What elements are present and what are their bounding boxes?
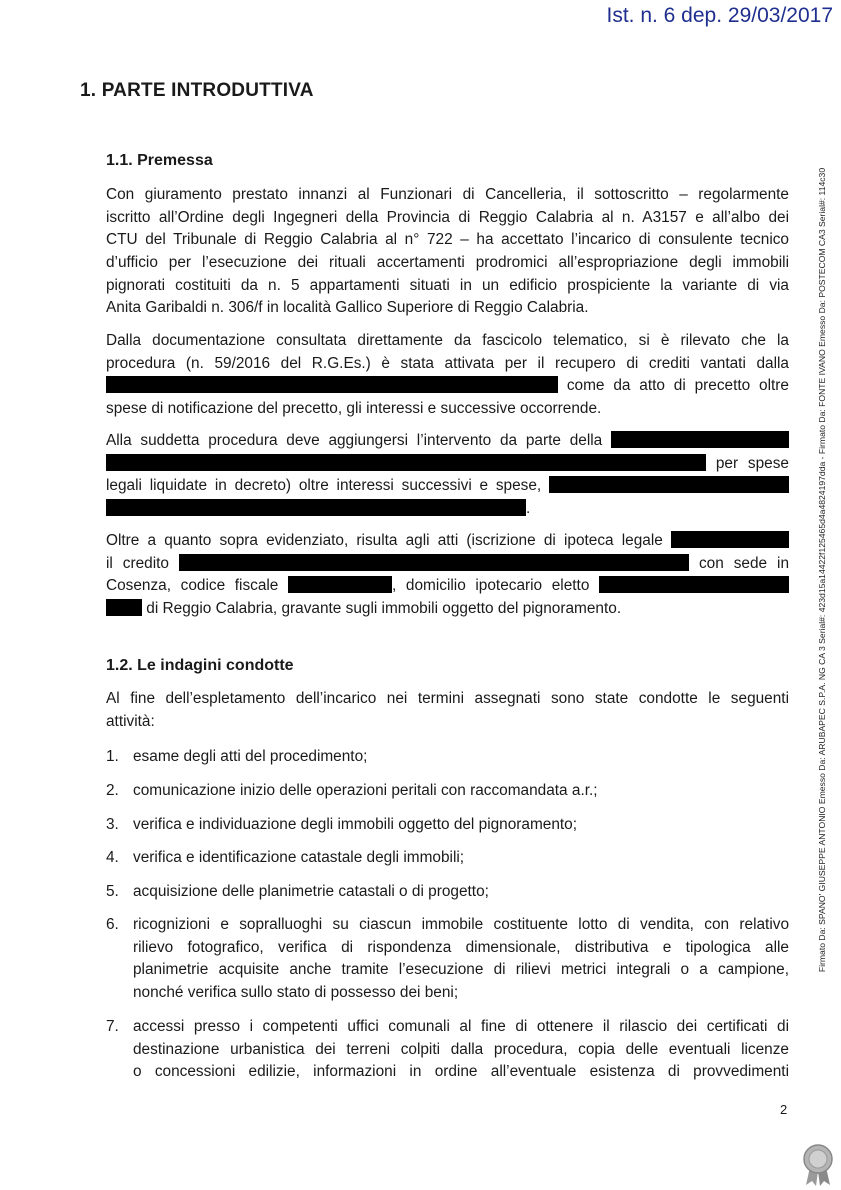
premessa-paragraph-1: Con giuramento prestato innanzi al Funzionari di Cancelleria, il sottoscritto – regolarmente iscritto all’Ordine degli Ingegneri della Provincia di Reggio Calabria al n. A3157 e all’albo dei CTU del Tribunale di Reggio Calabria al n° 722 – ha accettato l’incarico di consulente tecnico d’ufficio per l’esecuzione dei rituali accertamenti prodromici all’espropriazione degli immobili pignorati costituiti da n. 5 appartamenti situati in un edificio prospiciente la variante di via Anita Garibaldi n. 306/f in località Gallico Superiore di Reggio Calabria. [106,186,789,317]
redaction [611,431,789,448]
redaction [106,499,526,516]
section-title: 1. PARTE INTRODUTTIVA [80,80,314,101]
redaction [671,531,789,548]
deposit-stamp: Ist. n. 6 dep. 29/03/2017 [606,4,833,27]
redaction [288,576,392,593]
premessa-paragraph-4: Oltre a quanto sopra evidenziato, risulta agli atti (iscrizione di ipoteca legale il credito con sede in Cosenza, codice fiscale , domicilio ipotecario eletto di Reggio Calabria, gravante sugli immobili oggetto del pignoramento. [106,532,790,618]
indagini-intro: Al fine dell’espletamento dell’incarico nei termini assegnati sono state condotte le seguenti attività: [106,690,789,730]
premessa-paragraph-2: Dalla documentazione consultata direttamente da fascicolo telematico, si è rilevato che la procedura (n. 59/2016 del R.G.Es.) è stata attivata per il recupero di crediti vantati dalla come da atto di precetto oltre spese di notificazione del precetto, gli interessi e successive occorrende. [106,332,789,418]
redaction [549,476,789,493]
redaction [106,599,142,616]
page-number: 2 [780,1102,788,1117]
redaction [106,376,558,393]
seal-icon [800,1143,836,1187]
redaction [179,554,689,571]
redaction [106,454,706,471]
premessa-heading: 1.1. Premessa [106,152,213,169]
redaction [599,576,789,593]
indagini-heading: 1.2. Le indagini condotte [106,657,294,674]
digital-signature-text: Firmato Da: SPANO' GIUSEPPE ANTONIO Emesso Da: ARUBAPEC S.P.A. NG CA 3 Serial#: 423d15a14422f125465d4a4824197dda - Firmato Da: FONTE IVANO Emesso Da: POSTECOM CA3 Serial#: 114c30 [817,167,827,973]
premessa-paragraph-3: Alla suddetta procedura deve aggiungersi l’intervento da parte della per spese legali liquidate in decreto) oltre interessi successivi e spese, . [106,432,789,518]
